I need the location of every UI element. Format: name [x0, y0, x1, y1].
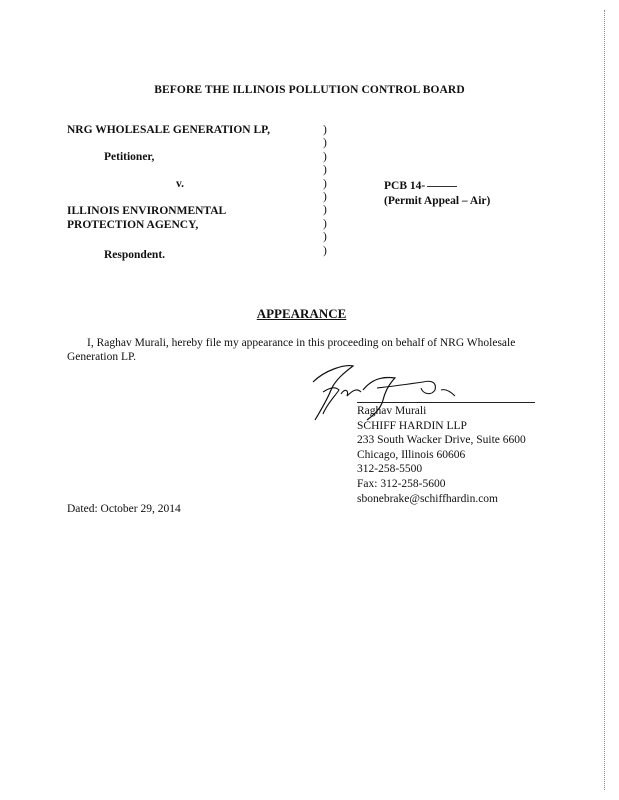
paren-line: )	[323, 190, 327, 203]
dated-line: Dated: October 29, 2014	[67, 503, 181, 515]
respondent-name-line2: PROTECTION AGENCY,	[67, 219, 199, 231]
case-number	[384, 180, 457, 192]
paren-line: )	[323, 137, 327, 150]
court-heading: BEFORE THE ILLINOIS POLLUTION CONTROL BOARD	[154, 84, 465, 96]
paren-line: )	[323, 231, 327, 244]
caption-paren-column	[323, 124, 333, 258]
case-number-blank	[427, 186, 457, 187]
petitioner-role: Petitioner,	[104, 151, 155, 163]
firm-name: SCHIFF HARDIN LLP	[357, 419, 467, 432]
document-title: APPEARANCE	[256, 306, 347, 321]
email-address: sbonebrake@schiffhardin.com	[357, 492, 498, 505]
scan-margin-edge	[604, 10, 605, 790]
paren-line: )	[323, 244, 327, 257]
paren-line: )	[323, 217, 327, 230]
paren-line: )	[323, 164, 327, 177]
respondent-role: Respondent.	[104, 249, 166, 261]
case-number-label: PCB 14-	[384, 180, 426, 192]
address-line1: 233 South Wacker Drive, Suite 6600	[357, 434, 526, 447]
versus-label: v.	[176, 178, 184, 190]
paren-line: )	[323, 204, 327, 217]
phone-number: 312-258-5500	[357, 463, 423, 476]
fax-number: Fax: 312-258-5600	[357, 477, 446, 490]
appearance-body: I, Raghav Murali, hereby file my appearance in this proceeding on behalf of NRG Wholesale Generation LP.	[67, 337, 516, 363]
paren-line: )	[323, 150, 327, 163]
signature-line	[357, 402, 535, 403]
address-line2: Chicago, Illinois 60606	[357, 448, 466, 461]
signature-block	[357, 404, 526, 506]
petitioner-name: NRG WHOLESALE GENERATION LP,	[67, 124, 271, 136]
paren-line: )	[323, 177, 327, 190]
paren-line: )	[323, 124, 327, 136]
respondent-name-line1: ILLINOIS ENVIRONMENTAL	[67, 205, 227, 217]
signer-name: Raghav Murali	[357, 405, 427, 417]
case-type: (Permit Appeal – Air)	[384, 195, 491, 207]
